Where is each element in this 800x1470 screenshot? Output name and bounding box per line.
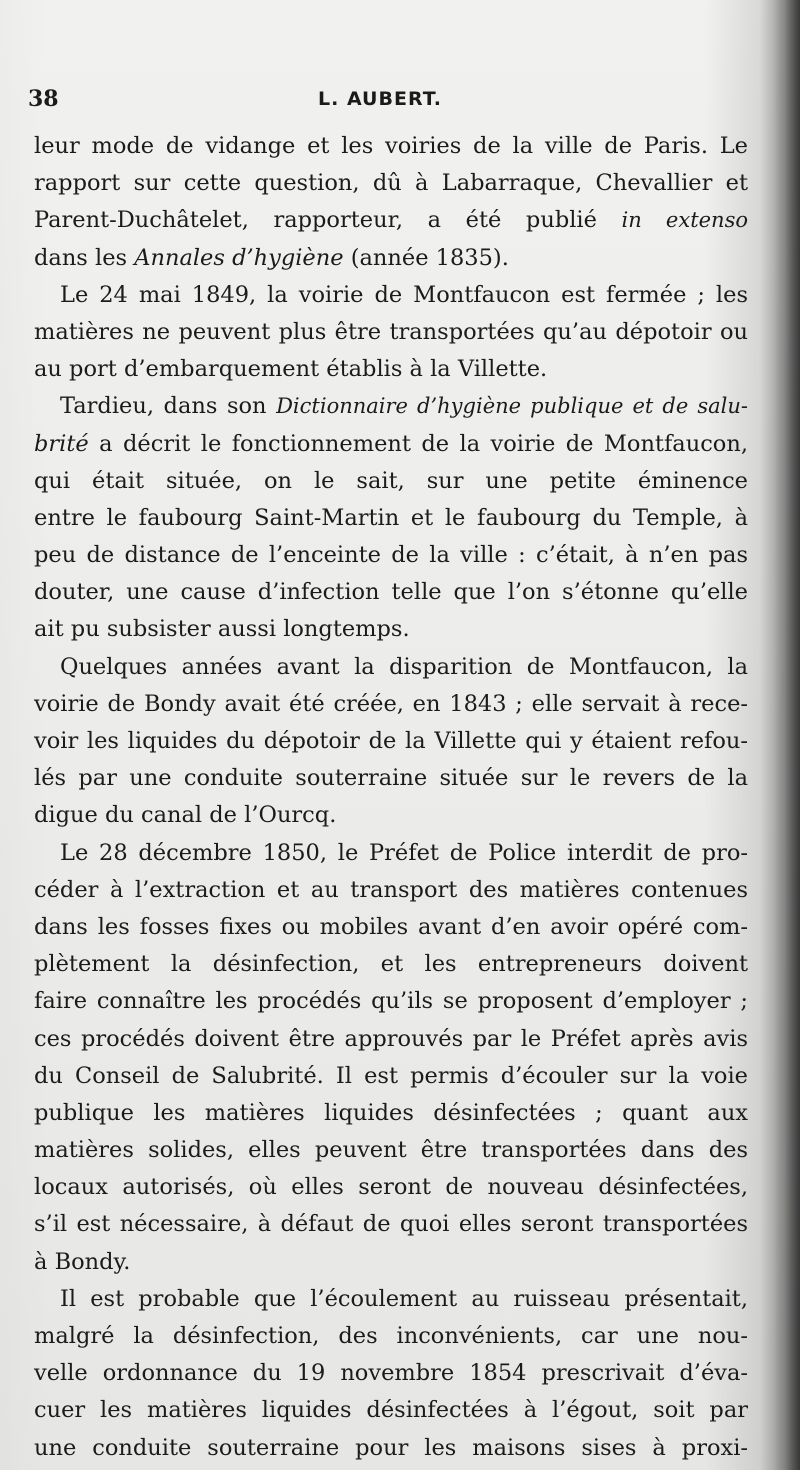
paragraph-first-line: Le 28 décembre 1850, le Préfet de Police interdit de pro-	[60, 839, 748, 866]
text-line	[34, 426, 748, 463]
text-line: malgré la désinfection, des inconvénients, car une nou-	[34, 1323, 748, 1349]
text-line	[34, 202, 748, 239]
text-line: céder à l’extraction et au transport des matières contenues	[34, 876, 748, 903]
text-line: qui était située, on le sait, sur une petite éminence	[34, 467, 748, 494]
text-line: ait pu subsister aussi longtemps.	[34, 616, 410, 643]
body-text	[34, 128, 748, 1467]
text-line: lés par une conduite souterraine située sur le revers de la	[34, 765, 748, 792]
text-line: douter, une cause d’infection telle que l’on s’étonne qu’elle	[34, 579, 748, 606]
text-line: rapport sur cette question, dû à Labarraque, Chevallier et	[34, 170, 748, 197]
paragraph-first-line	[34, 388, 748, 425]
text-line: voirie de Bondy avait été créée, en 1843 ; elle servait à rece-	[34, 690, 748, 717]
text-span: Tardieu, dans son	[60, 393, 277, 420]
text-line: au port d’embarquement établis à la Villette.	[34, 356, 548, 383]
author-running-title: L. AUBERT.	[318, 88, 443, 110]
book-title: Dictionnaire d’hygiène publique et de salu-	[276, 394, 748, 419]
text-line: du Conseil de Salubrité. Il est permis d’écouler sur la voie	[34, 1062, 748, 1089]
text-line: matières solides, elles peuvent être transportées dans des	[34, 1137, 748, 1164]
book-spine-shadow	[774, 0, 800, 1470]
page-number: 38	[28, 86, 59, 112]
text-line: s’il est nécessaire, à défaut de quoi elles seront transportées	[34, 1211, 748, 1238]
book-title-continued: brité	[34, 430, 89, 457]
journal-title: Annales d’hygiène	[134, 244, 344, 271]
text-line: plètement la désinfection, et les entrepreneurs doivent	[34, 951, 748, 978]
text-line	[34, 240, 748, 277]
text-span: a décrit le fonctionnement de la voirie de Montfaucon,	[88, 430, 748, 457]
text-line: peu de distance de l’enceinte de la ville : c’était, à n’en pas	[34, 542, 748, 569]
paragraph-first-line: Le 24 mai 1849, la voirie de Montfaucon est fermée ; les	[60, 281, 748, 308]
text-line: entre le faubourg Saint-Martin et le faubourg du Temple, à	[34, 504, 748, 531]
text-line: dans les fosses fixes ou mobiles avant d’en avoir opéré com-	[34, 913, 748, 940]
text-line: une conduite souterraine pour les maisons sises à proxi-	[34, 1434, 748, 1461]
text-line: matières ne peuvent plus être transportées qu’au dépotoir ou	[34, 318, 748, 345]
text-line: publique les matières liquides désinfectées ; quant aux	[34, 1099, 748, 1126]
text-span: Parent-Duchâtelet, rapporteur, a été publié	[34, 207, 622, 234]
text-line: digue du canal de l’Ourcq.	[34, 802, 337, 829]
text-line: velle ordonnance du 19 novembre 1854 prescrivait d’éva-	[34, 1360, 748, 1387]
italic-phrase: in extenso	[621, 208, 749, 233]
text-line: faire connaître les procédés qu’ils se proposent d’employer ;	[34, 988, 748, 1015]
text-span: (année 1835).	[343, 244, 509, 271]
paragraph-first-line: Il est probable que l’écoulement au ruisseau présentait,	[60, 1285, 748, 1312]
text-line: locaux autorisés, où elles seront de nouveau désinfectées,	[34, 1174, 748, 1201]
text-line: cuer les matières liquides désinfectées à l’égout, soit par	[34, 1397, 748, 1424]
running-header	[28, 86, 748, 122]
text-line: voir les liquides du dépotoir de la Villette qui y étaient refou-	[34, 728, 748, 754]
paragraph-first-line: Quelques années avant la disparition de Montfaucon, la	[60, 653, 748, 680]
text-line: à Bondy.	[34, 1248, 131, 1275]
text-span: dans les	[34, 244, 135, 271]
text-line: ces procédés doivent être approuvés par le Préfet après avis	[34, 1025, 748, 1052]
text-line: leur mode de vidange et les voiries de la ville de Paris. Le	[34, 133, 748, 159]
